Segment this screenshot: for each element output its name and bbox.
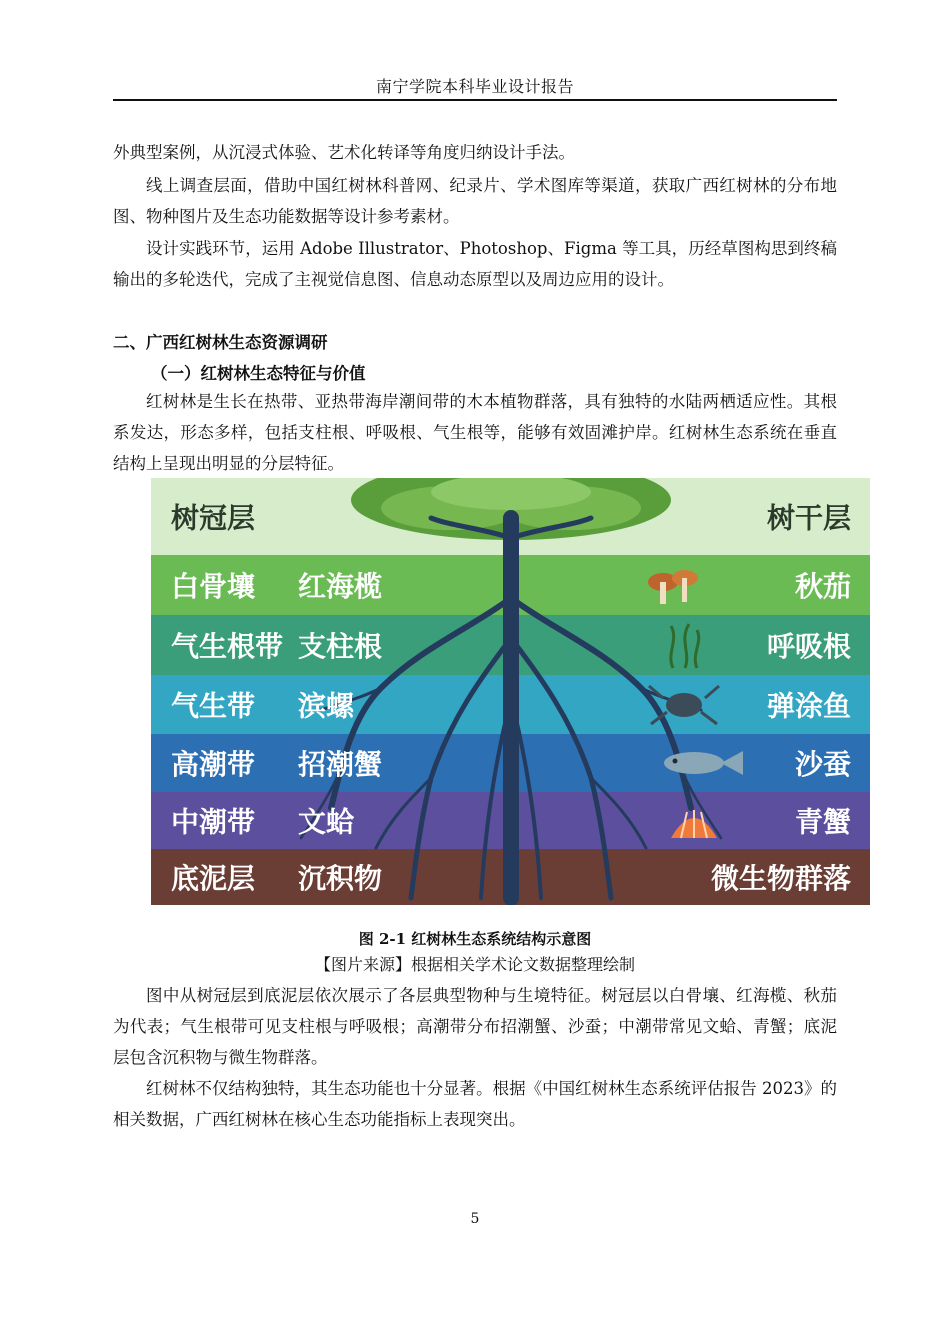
layer-label-right: 秋茄 xyxy=(794,570,851,603)
layer-label-mid: 支柱根 xyxy=(298,630,383,663)
layer-label-left: 白骨壤 xyxy=(171,570,256,603)
layer-label-mid: 文蛤 xyxy=(298,805,355,839)
mangrove-diagram xyxy=(151,478,870,905)
section-heading: 二、广西红树林生态资源调研 xyxy=(113,333,328,352)
layer-label-left: 中潮带 xyxy=(171,805,256,839)
layer-label-mid: 招潮蟹 xyxy=(298,748,383,781)
layer-label-left: 气生带 xyxy=(171,689,256,723)
layer-label-mid: 红海榄 xyxy=(298,570,383,603)
page-header: 南宁学院本科毕业设计报告 xyxy=(375,77,574,96)
layer-label-left: 树冠层 xyxy=(171,501,256,535)
layer-label-mid: 滨螺 xyxy=(298,689,355,723)
layer-label-right: 青蟹 xyxy=(794,805,851,839)
layer-label-left: 底泥层 xyxy=(171,862,256,895)
layer-label-right: 沙蚕 xyxy=(794,748,851,781)
page-number: 5 xyxy=(470,1211,480,1227)
layer-label-mid: 沉积物 xyxy=(298,862,383,895)
layer-label-left: 高潮带 xyxy=(171,748,256,781)
mangrove-figure xyxy=(151,478,870,905)
paragraph: 设计实践环节，运用 Adobe Illustrator、Photoshop、Figma 等工具，历经草图构思到终稿输出的多轮迭代，完成了主视觉信息图、信息动态原型以及周边应用的设计。 xyxy=(113,239,837,289)
paragraph: 外典型案例，从沉浸式体验、艺术化转译等角度归纳设计手法。 xyxy=(113,143,575,162)
layer-label-right: 树干层 xyxy=(766,501,851,535)
paragraph: 图中从树冠层到底泥层依次展示了各层典型物种与生境特征。树冠层以白骨壤、红海榄、秋茄为代表；气生根带可见支柱根与呼吸根；高潮带分布招潮蟹、沙蚕；中潮带常见文蛤、青蟹；底泥层包含沉积物与微生物群落。 xyxy=(113,986,837,1067)
layer-label-right: 呼吸根 xyxy=(766,630,851,663)
paragraph: 线上调查层面，借助中国红树林科普网、纪录片、学术图库等渠道，获取广西红树林的分布地图、物种图片及生态功能数据等设计参考素材。 xyxy=(113,176,837,226)
layer-label-right: 微生物群落 xyxy=(710,862,851,895)
layer-label-left: 气生根带 xyxy=(171,630,284,663)
figure-source: 【图片来源】根据相关学术论文数据整理绘制 xyxy=(314,955,635,974)
header-rule xyxy=(113,99,837,101)
paragraph: 红树林不仅结构独特，其生态功能也十分显著。根据《中国红树林生态系统评估报告 2023》的相关数据，广西红树林在核心生态功能指标上表现突出。 xyxy=(113,1079,837,1129)
paragraph: 红树林是生长在热带、亚热带海岸潮间带的木本植物群落，具有独特的水陆两栖适应性。其根系发达，形态多样，包括支柱根、呼吸根、气生根等，能够有效固滩护岸。红树林生态系统在垂直结构上呈现出明显的分层特征。 xyxy=(113,392,837,473)
figure-caption: 图 2-1 红树林生态系统结构示意图 xyxy=(358,930,592,948)
layer-label-right: 弹涂鱼 xyxy=(766,689,851,723)
subsection-heading: （一）红树林生态特征与价值 xyxy=(151,364,366,383)
